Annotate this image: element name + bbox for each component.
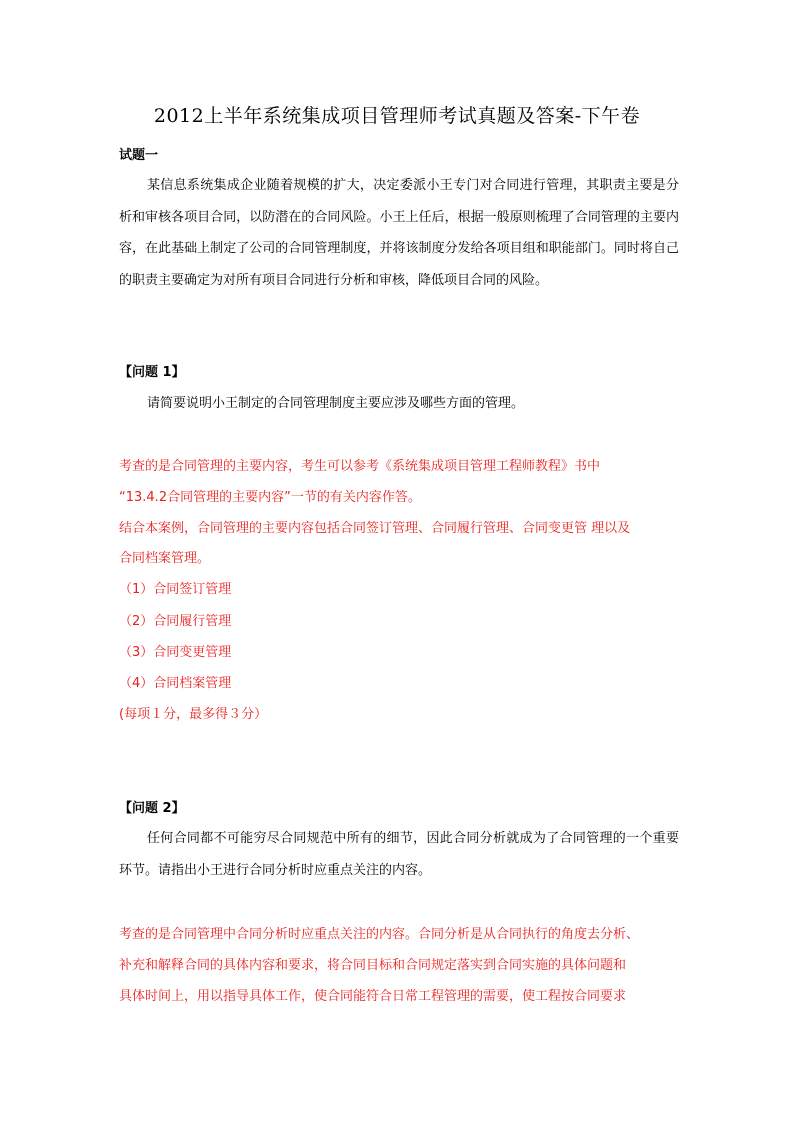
q1-answer-item: （2）合同履行管理 [119, 614, 232, 629]
q1-scoring-note: (每项１分，最多得３分） [119, 707, 268, 722]
q1-answer-item: （1）合同签订管理 [119, 582, 232, 597]
q2-answer-line: 补充和解释合同的具体内容和要求，将合同目标和合同规定落实到合同实施的具体问题和 [119, 958, 627, 973]
q1-answer-line: “13.4.2合同管理的主要内容”一节的有关内容作答。 [119, 490, 421, 505]
section-label: 试题一 [119, 148, 159, 163]
question-1-text: 请简要说明小王制定的合同管理制度主要应涉及哪些方面的管理。 [147, 396, 525, 411]
q1-answer-line: 结合本案例，合同管理的主要内容包括合同签订管理、合同履行管理、合同变更管 理以及 [119, 521, 631, 536]
document-title: 2012上半年系统集成项目管理师考试真题及答案-下午卷 [153, 105, 641, 127]
q2-answer-line: 考查的是合同管理中合同分析时应重点关注的内容。合同分析是从合同执行的角度去分析、 [119, 927, 640, 942]
q1-answer-item: （3）合同变更管理 [119, 645, 232, 660]
question-2-label: 【问题 2】 [119, 801, 185, 816]
q2-answer-line: 具体时间上，用以指导具体工作，使合同能符合日常工程管理的需要，使工程按合同要求 [119, 989, 627, 1004]
q1-answer-line: 合同档案管理。 [119, 551, 211, 566]
question-2-text: 任何合同都不可能穷尽合同规范中所有的细节，因此合同分析就成为了合同管理的一个重要环节。请指出小王进行合同分析时应重点关注的内容。 [119, 831, 679, 878]
question-1-label: 【问题 1】 [119, 365, 185, 380]
q1-answer-item: （4）合同档案管理 [119, 676, 232, 691]
q1-answer-line: 考查的是合同管理的主要内容，考生可以参考《系统集成项目管理工程师教程》书中 [119, 459, 601, 474]
intro-paragraph: 某信息系统集成企业随着规模的扩大，决定委派小王专门对合同进行管理，其职责主要是分析和审核各项目合同，以防潜在的合同风险。小王上任后，根据一般原则梳理了合同管理的主要内容，在此基础上制定了公司的合同管理制度，并将该制度分发给各项目组和职能部门。同时将自己的职责主要确定为对所有项目合同进行分析和审核，降低项目合同的风险。 [119, 178, 679, 288]
